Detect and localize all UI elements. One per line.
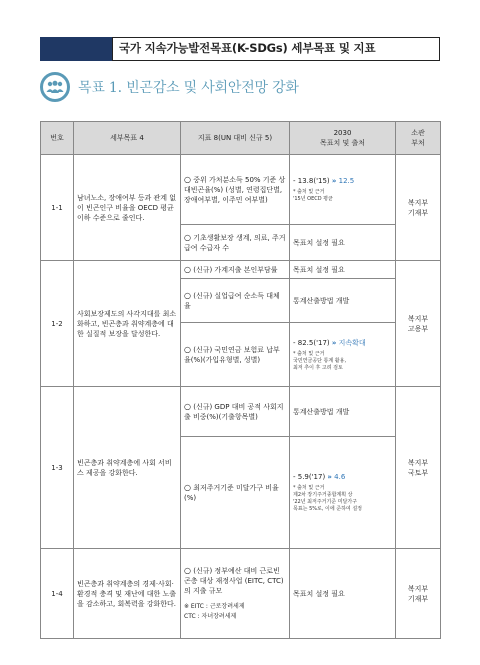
bullet-icon: ○ xyxy=(184,264,191,274)
indicator-cell xyxy=(181,155,290,225)
goal-value-cell xyxy=(290,387,396,437)
goal-value-text: - 13.8('15) xyxy=(293,177,332,185)
target-description: 사회보장제도의 사각지대를 최소화하고, 빈곤층과 취약계층에 대한 실질적 보장을 달성한다. xyxy=(74,261,181,387)
goal-value-text: 목표치 설정 필요 xyxy=(293,238,345,247)
double-arrow-icon: » xyxy=(327,473,332,481)
indicator-cell xyxy=(181,323,290,387)
goal-value-cell xyxy=(290,261,396,279)
target-description: 빈곤층과 취약계층에 사회 서비스 제공을 강화한다. xyxy=(74,387,181,549)
goal-value-text: 목표치 설정 필요 xyxy=(293,265,345,274)
target-number: 1-3 xyxy=(41,387,74,549)
document-title: 국가 지속가능발전목표(K-SDGs) 세부목표 및 지표 xyxy=(112,37,440,61)
bullet-icon: ○ xyxy=(184,401,191,411)
ministry-cell: 복지부 기재부 xyxy=(396,155,441,261)
goal-value-cell xyxy=(290,279,396,323)
indicator-footnote: ※ EITC : 근로장려세제 xyxy=(184,602,245,610)
source-note: * 출처 및 근거 xyxy=(293,485,325,491)
people-group-icon xyxy=(40,72,70,102)
source-note: * 출처 및 근거 xyxy=(293,350,325,357)
source-note: '15년 OECD 평균 xyxy=(293,196,333,202)
col-header-indicator: 지표 8(UN 대비 신규 5) xyxy=(181,122,290,155)
bullet-icon: ○ xyxy=(184,565,191,575)
indicator-cell xyxy=(181,261,290,279)
goal-heading xyxy=(40,70,299,104)
source-note: * 출처 및 근거 xyxy=(293,189,325,195)
target-description: 남녀노소, 장애여부 등과 관계 없이 빈곤인구 비율을 OECD 평균 이하 수준으로 줄인다. xyxy=(74,155,181,261)
indicator-text: (신규) GDP 대비 공적 사회지출 비중(%)(기출항목별) xyxy=(184,402,284,421)
source-note: 국민연금공단 통계 활용, xyxy=(293,357,347,364)
indicator-text: 중위 가처분소득 50% 기준 상대빈곤율(%) (성별, 연령집단별, 장애여부별, 이주민 여부별) xyxy=(184,175,286,204)
indicator-text: (신규) 가계지출 본인부담률 xyxy=(193,265,278,274)
bullet-icon: ○ xyxy=(184,482,191,492)
bullet-icon: ○ xyxy=(184,344,191,354)
goal-value-cell xyxy=(290,225,396,261)
goal-value-cell xyxy=(290,323,396,387)
target-number: 1-1 xyxy=(41,155,74,261)
indicator-footnote: CTC : 자녀장려세제 xyxy=(184,612,237,620)
col-header-number: 번호 xyxy=(41,122,74,155)
goal-value-text: - 5.9('17) xyxy=(293,473,328,481)
target-description: 빈곤층과 취약계층의 경제·사회·환경적 충격 및 재난에 대한 노출을 감소하고, 회복력을 강화한다. xyxy=(74,549,181,639)
table-header-row xyxy=(41,122,441,155)
target-number: 1-4 xyxy=(41,549,74,639)
ministry-cell: 복지부 국토부 xyxy=(396,387,441,549)
sdg-target-table xyxy=(40,121,441,639)
indicator-text: 기초생활보장 생계, 의료, 주거급여 수급자 수 xyxy=(184,233,286,252)
double-arrow-icon: » xyxy=(331,177,337,185)
goal-value-cell xyxy=(290,549,396,639)
target-number: 1-2 xyxy=(41,261,74,387)
goal-value-cell xyxy=(290,437,396,549)
table-row xyxy=(41,549,441,639)
goal-value-target: 지속확대 xyxy=(336,338,366,347)
indicator-cell xyxy=(181,549,290,639)
double-arrow-icon: » xyxy=(331,338,337,347)
indicator-text: (신규) 실업급여 순소득 대체율 xyxy=(184,291,280,310)
indicator-cell xyxy=(181,279,290,323)
indicator-text: (신규) 정부예산 대비 근로빈곤층 대상 재정사업 (EITC, CTC)의 지출 규모 xyxy=(184,566,284,595)
goal-value-cell xyxy=(290,155,396,225)
goal-value-text: - 82.5('17) xyxy=(293,338,332,347)
source-note: 최저 추이 후 고려 검토 xyxy=(293,364,343,371)
indicator-text: 최저주거기준 미달가구 비율(%) xyxy=(184,483,279,502)
bullet-icon: ○ xyxy=(184,290,191,300)
document-header xyxy=(40,37,440,61)
goal-value-text: 목표치 설정 필요 xyxy=(293,589,345,598)
source-note: 제2차 장기주거종합계획 상 xyxy=(293,492,353,498)
goal-title: 목표 1. 빈곤감소 및 사회안전망 강화 xyxy=(78,80,299,96)
header-accent-block xyxy=(40,37,112,61)
goal-value-text: 통계산출방법 개발 xyxy=(293,407,350,416)
source-note: 목표는 5%로, 이에 준하여 설정 xyxy=(293,506,363,512)
ministry-cell: 복지부 기재부 xyxy=(396,549,441,639)
col-header-goal-value: 2030 목표치 및 출처 xyxy=(290,122,396,155)
goal-value-target: 4.6 xyxy=(331,473,346,481)
col-header-target: 세부목표 4 xyxy=(74,122,181,155)
indicator-text: (신규) 국민연금 보험료 납부율(%)(가입유형별, 성별) xyxy=(184,345,280,364)
indicator-cell xyxy=(181,437,290,549)
bullet-icon: ○ xyxy=(184,232,191,242)
source-note: '22년 최저주거기준 미달가구 xyxy=(293,499,358,505)
ministry-cell: 복지부 고용부 xyxy=(396,261,441,387)
bullet-icon: ○ xyxy=(184,174,191,184)
goal-value-text: 통계산출방법 개발 xyxy=(293,296,350,305)
col-header-ministry: 소관 부처 xyxy=(396,122,441,155)
indicator-cell xyxy=(181,387,290,437)
table-row xyxy=(41,261,441,279)
goal-value-target: 12.5 xyxy=(336,177,355,185)
table-row xyxy=(41,155,441,225)
indicator-cell xyxy=(181,225,290,261)
table-row xyxy=(41,387,441,437)
